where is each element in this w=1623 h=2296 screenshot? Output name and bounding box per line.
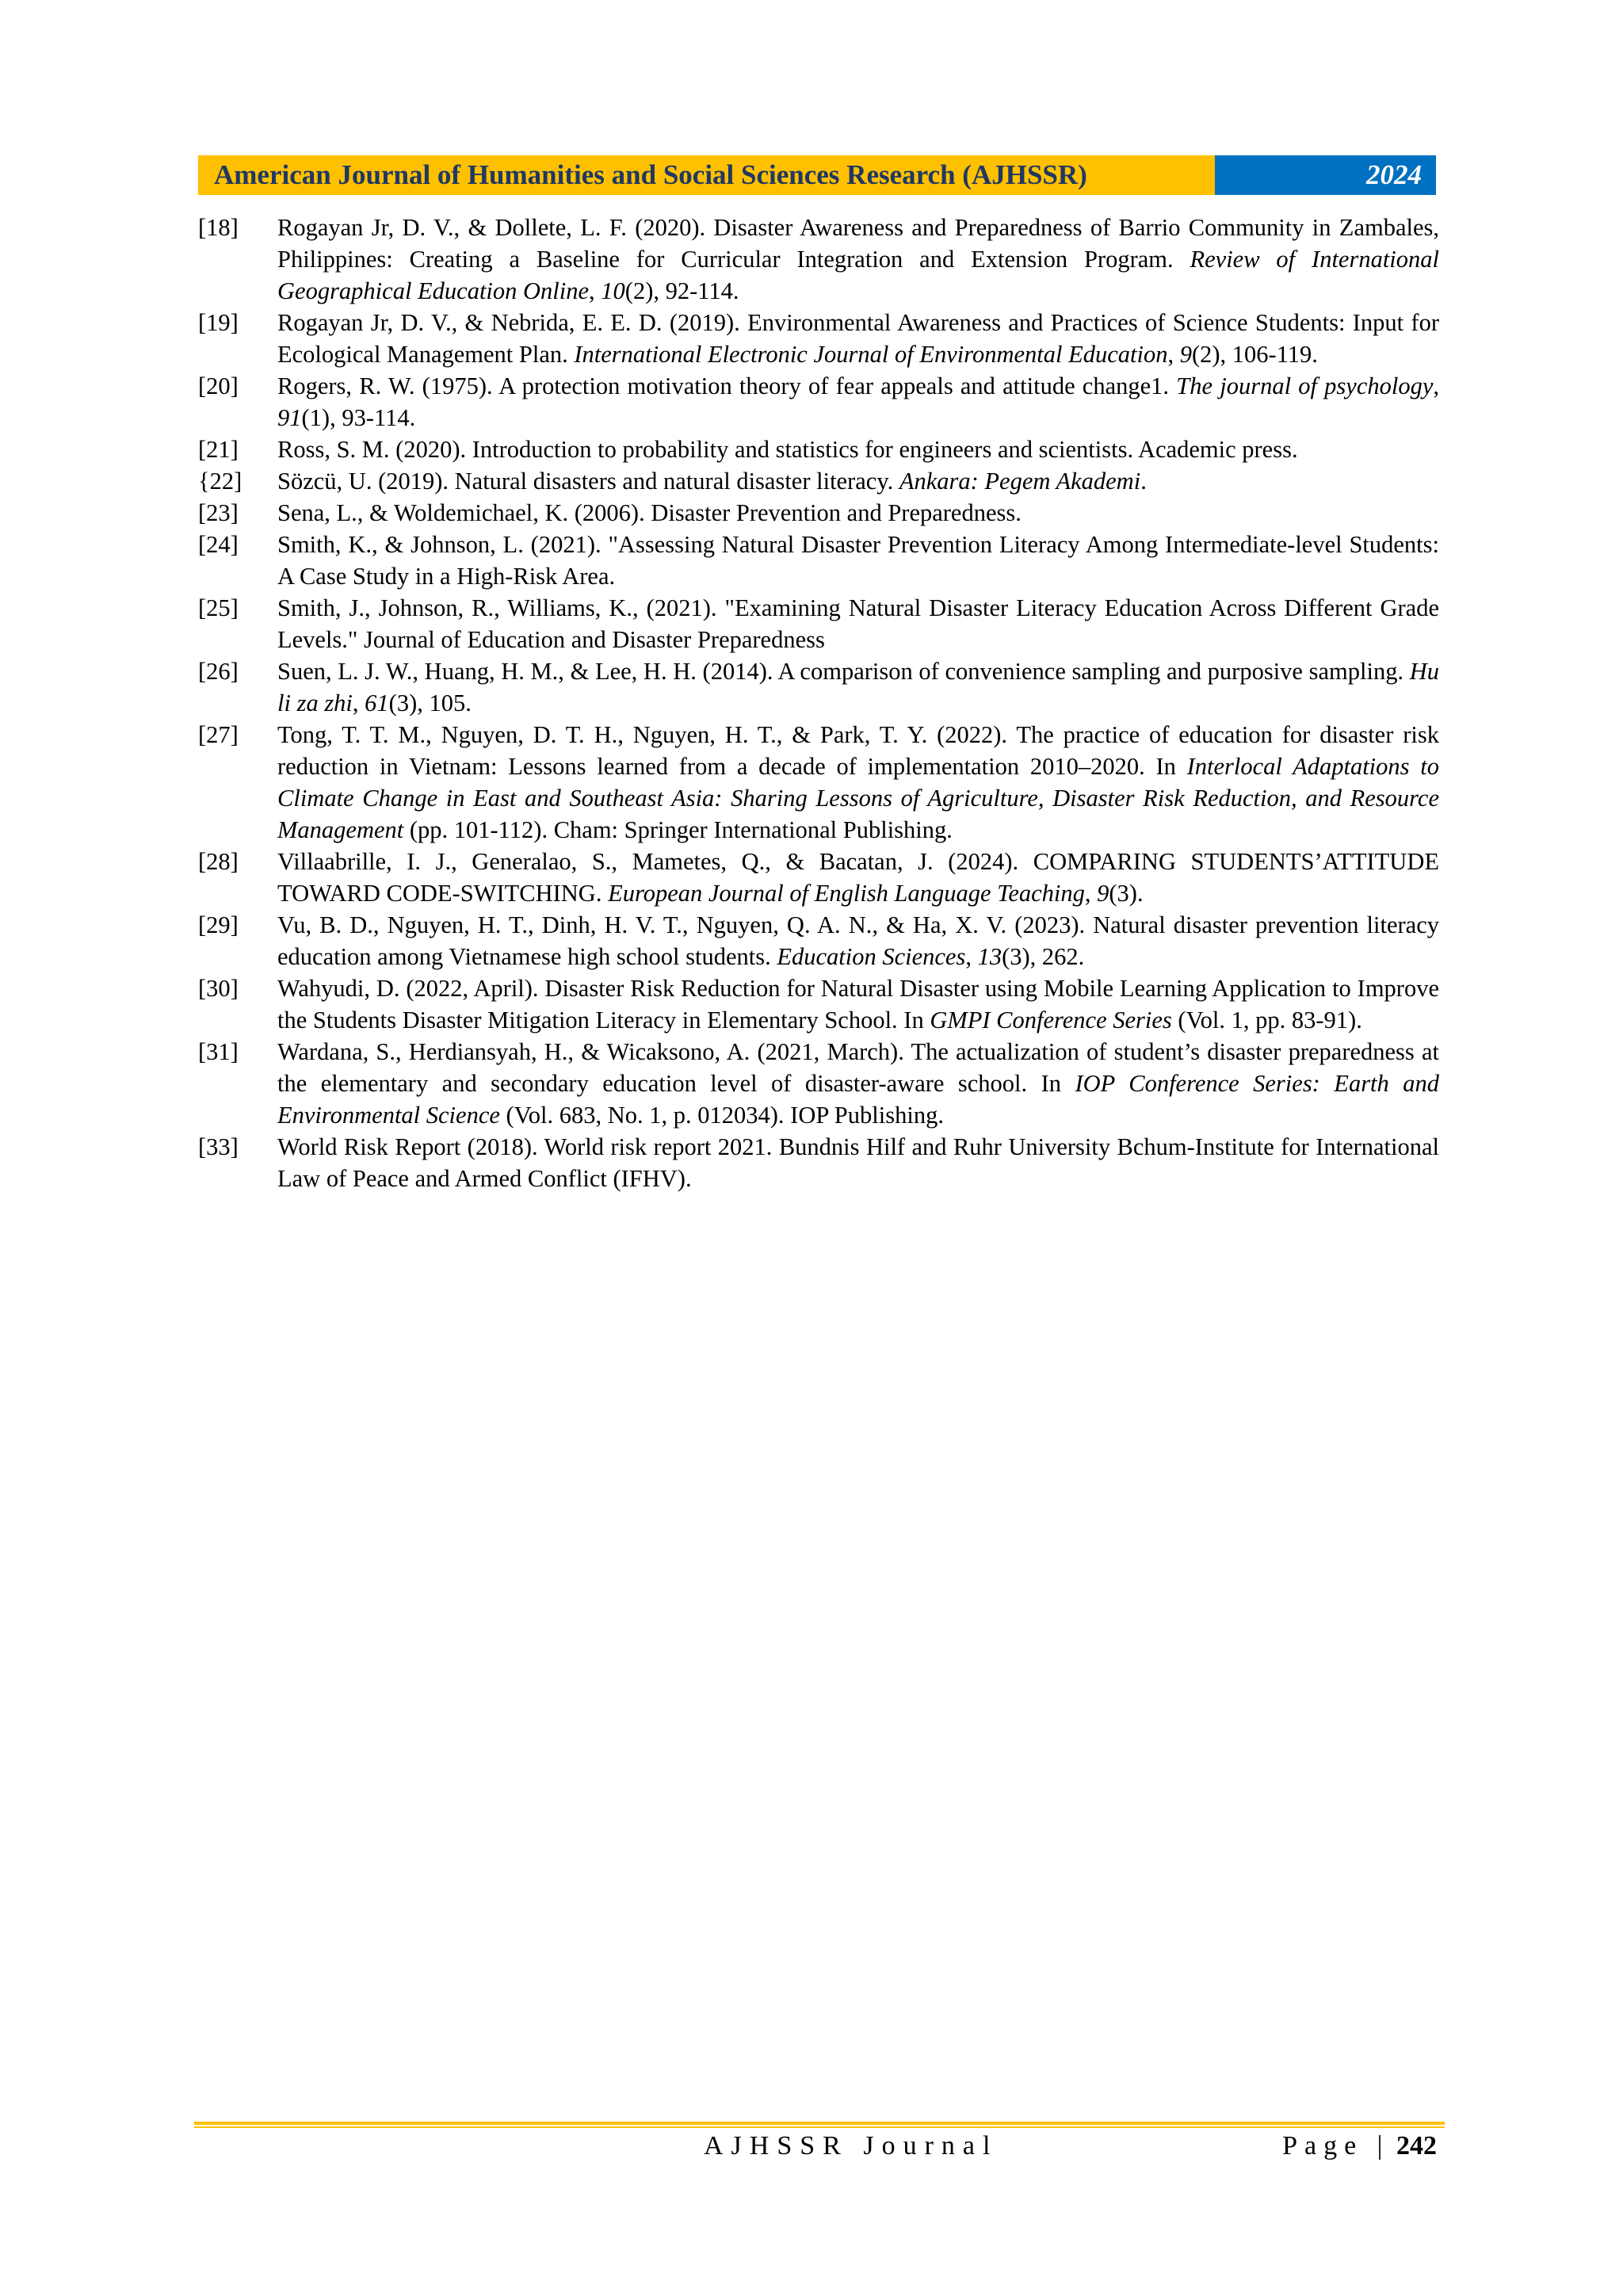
journal-title: American Journal of Humanities and Social Sciences Research (AJHSSR)	[198, 155, 1215, 195]
reference-segment: Vu, B. D., Nguyen, H. T., Dinh, H. V. T., Nguyen, Q. A. N., & Ha, X. V. (2023). Natural disaster prevention literacy education among Vietnamese high school students.	[277, 911, 1439, 970]
footer-journal-name: AJHSSR Journal	[704, 2131, 999, 2160]
reference-number: [21]	[198, 436, 239, 463]
reference-segment: Rogayan Jr, D. V., & Dollete, L. F. (2020). Disaster Awareness and Preparedness of Barrio Community in Zambales, Philippines: Creating a Baseline for Curricular Integration and Extension Program.	[277, 214, 1439, 273]
reference-segment: Wardana, S., Herdiansyah, H., & Wicaksono, A. (2021, March). The actualization of student’s disaster preparedness at the elementary and secondary education level of disaster-aware school. In	[277, 1038, 1439, 1097]
reference-text	[277, 1131, 1439, 1194]
reference-text	[277, 212, 1439, 307]
reference-text	[277, 307, 1439, 370]
reference-italic-segment: 91	[277, 404, 302, 431]
reference-entry	[198, 370, 1439, 434]
reference-number: [33]	[198, 1133, 239, 1160]
reference-segment: Smith, K., & Johnson, L. (2021). "Assessing Natural Disaster Prevention Literacy Among Intermediate-level Students: A Case Study in a High-Risk Area.	[277, 531, 1439, 590]
reference-entry	[198, 1036, 1439, 1131]
reference-italic-segment: 10	[601, 277, 625, 304]
reference-italic-segment: GMPI Conference Series	[930, 1007, 1172, 1033]
reference-entry	[198, 434, 1439, 465]
reference-segment: (Vol. 683, No. 1, p. 012034). IOP Publishing.	[499, 1102, 944, 1129]
reference-italic-segment: Ankara: Pegem Akademi	[899, 468, 1141, 495]
reference-italic-segment: Interlocal Adaptations to Climate Change in East and Southeast Asia: Sharing Lessons of Agriculture, Disaster Risk Reduction, and Resource Management	[277, 753, 1439, 843]
reference-entry	[198, 307, 1439, 370]
reference-number: [18]	[198, 214, 239, 241]
reference-segment: ,	[965, 943, 978, 970]
reference-segment: Rogers, R. W. (1975). A protection motivation theory of fear appeals and attitude change1.	[277, 372, 1177, 399]
reference-italic-segment: The journal of psychology	[1176, 372, 1434, 399]
reference-number: [25]	[198, 594, 239, 621]
reference-number: [28]	[198, 848, 239, 875]
reference-number: [20]	[198, 372, 239, 399]
reference-italic-segment: European Journal of English Language Teaching	[608, 880, 1085, 907]
reference-text	[277, 1036, 1439, 1131]
reference-italic-segment: 9	[1097, 880, 1109, 907]
reference-text	[277, 370, 1439, 434]
reference-text	[277, 719, 1439, 846]
footer-rule	[194, 2122, 1445, 2125]
reference-segment: .	[1140, 468, 1147, 495]
reference-segment: (2), 106-119.	[1191, 341, 1318, 368]
reference-segment: Ross, S. M. (2020). Introduction to probability and statistics for engineers and scientists. Academic press.	[277, 436, 1298, 463]
reference-entry	[198, 465, 1439, 497]
reference-segment: Smith, J., Johnson, R., Williams, K., (2021). "Examining Natural Disaster Literacy Education Across Different Grade Levels." Journal of Education and Disaster Preparedness	[277, 594, 1439, 653]
reference-text	[277, 529, 1439, 592]
reference-segment: (3).	[1109, 880, 1144, 907]
reference-segment: Wahyudi, D. (2022, April). Disaster Risk Reduction for Natural Disaster using Mobile Learning Application to Improve the Students Disaster Mitigation Literacy in Elementary School. In	[277, 975, 1439, 1033]
reference-number: [26]	[198, 658, 239, 685]
reference-entry	[198, 719, 1439, 846]
reference-number: [27]	[198, 721, 239, 748]
reference-italic-segment: Review of International Geographical Education Online	[277, 246, 1439, 304]
reference-segment: Rogayan Jr, D. V., & Nebrida, E. E. D. (2019). Environmental Awareness and Practices of Science Students: Input for Ecological Management Plan.	[277, 309, 1439, 368]
footer-page-indicator	[1282, 2129, 1437, 2164]
reference-segment: Sözcü, U. (2019). Natural disasters and natural disaster literacy.	[277, 468, 899, 495]
reference-segment: Sena, L., & Woldemichael, K. (2006). Disaster Prevention and Preparedness.	[277, 499, 1022, 526]
reference-number: [24]	[198, 531, 239, 558]
reference-text	[277, 592, 1439, 655]
reference-entry	[198, 909, 1439, 972]
reference-segment: ,	[1084, 880, 1098, 907]
reference-segment: World Risk Report (2018). World risk report 2021. Bundnis Hilf and Ruhr University Bchum-Institute for International Law of Peace and Armed Conflict (IFHV).	[277, 1133, 1439, 1192]
reference-text	[277, 497, 1439, 529]
reference-list	[198, 212, 1439, 1194]
reference-segment: ,	[1433, 372, 1440, 399]
reference-number: [31]	[198, 1038, 239, 1065]
reference-segment: ,	[1167, 341, 1180, 368]
footer-rule-thin	[194, 2126, 1445, 2128]
journal-header-bar	[198, 155, 1436, 195]
reference-entry	[198, 972, 1439, 1036]
reference-segment: (Vol. 1, pp. 83-91).	[1171, 1007, 1362, 1033]
reference-segment: Villaabrille, I. J., Generalao, S., Mametes, Q., & Bacatan, J. (2024). COMPARING STUDENTS’ATTITUDE TOWARD CODE-SWITCHING.	[277, 848, 1439, 907]
reference-entry	[198, 497, 1439, 529]
reference-italic-segment: 61	[365, 690, 389, 716]
reference-number: {22]	[198, 468, 242, 495]
reference-segment: (3), 262.	[1002, 943, 1085, 970]
reference-italic-segment: IOP Conference Series: Earth and Environmental Science	[277, 1070, 1440, 1129]
reference-segment: Suen, L. J. W., Huang, H. M., & Lee, H. H. (2014). A comparison of convenience sampling and purposive sampling.	[277, 658, 1410, 685]
reference-segment: (2), 92-114.	[624, 277, 739, 304]
reference-segment: Tong, T. T. M., Nguyen, D. T. H., Nguyen, H. T., & Park, T. Y. (2022). The practice of education for disaster risk reduction in Vietnam: Lessons learned from a decade of implementation 2010–2020. In	[277, 721, 1439, 780]
reference-text	[277, 434, 1439, 465]
reference-entry	[198, 212, 1439, 307]
reference-segment: ,	[352, 690, 365, 716]
reference-number: [30]	[198, 975, 239, 1002]
reference-entry	[198, 655, 1439, 719]
page-number: 242	[1396, 2131, 1437, 2160]
reference-text	[277, 972, 1439, 1036]
reference-segment: (1), 93-114.	[301, 404, 416, 431]
reference-entry	[198, 592, 1439, 655]
reference-number: [19]	[198, 309, 239, 336]
reference-segment: (pp. 101-112). Cham: Springer International Publishing.	[403, 816, 953, 843]
header-year: 2024	[1215, 155, 1436, 195]
reference-entry	[198, 846, 1439, 909]
reference-text	[277, 655, 1439, 719]
reference-italic-segment: 9	[1179, 341, 1192, 368]
reference-number: [23]	[198, 499, 239, 526]
reference-segment: (3), 105.	[388, 690, 472, 716]
reference-text	[277, 909, 1439, 972]
reference-entry	[198, 529, 1439, 592]
reference-italic-segment: Education Sciences	[777, 943, 966, 970]
reference-italic-segment: Hu li za zhi	[277, 658, 1439, 716]
reference-italic-segment: International Electronic Journal of Environmental Education	[574, 341, 1168, 368]
reference-segment: ,	[589, 277, 601, 304]
reference-entry	[198, 1131, 1439, 1194]
reference-italic-segment: 13	[977, 943, 1002, 970]
page-label: Page |	[1282, 2131, 1390, 2160]
reference-text	[277, 465, 1439, 497]
reference-number: [29]	[198, 911, 239, 938]
reference-text	[277, 846, 1439, 909]
